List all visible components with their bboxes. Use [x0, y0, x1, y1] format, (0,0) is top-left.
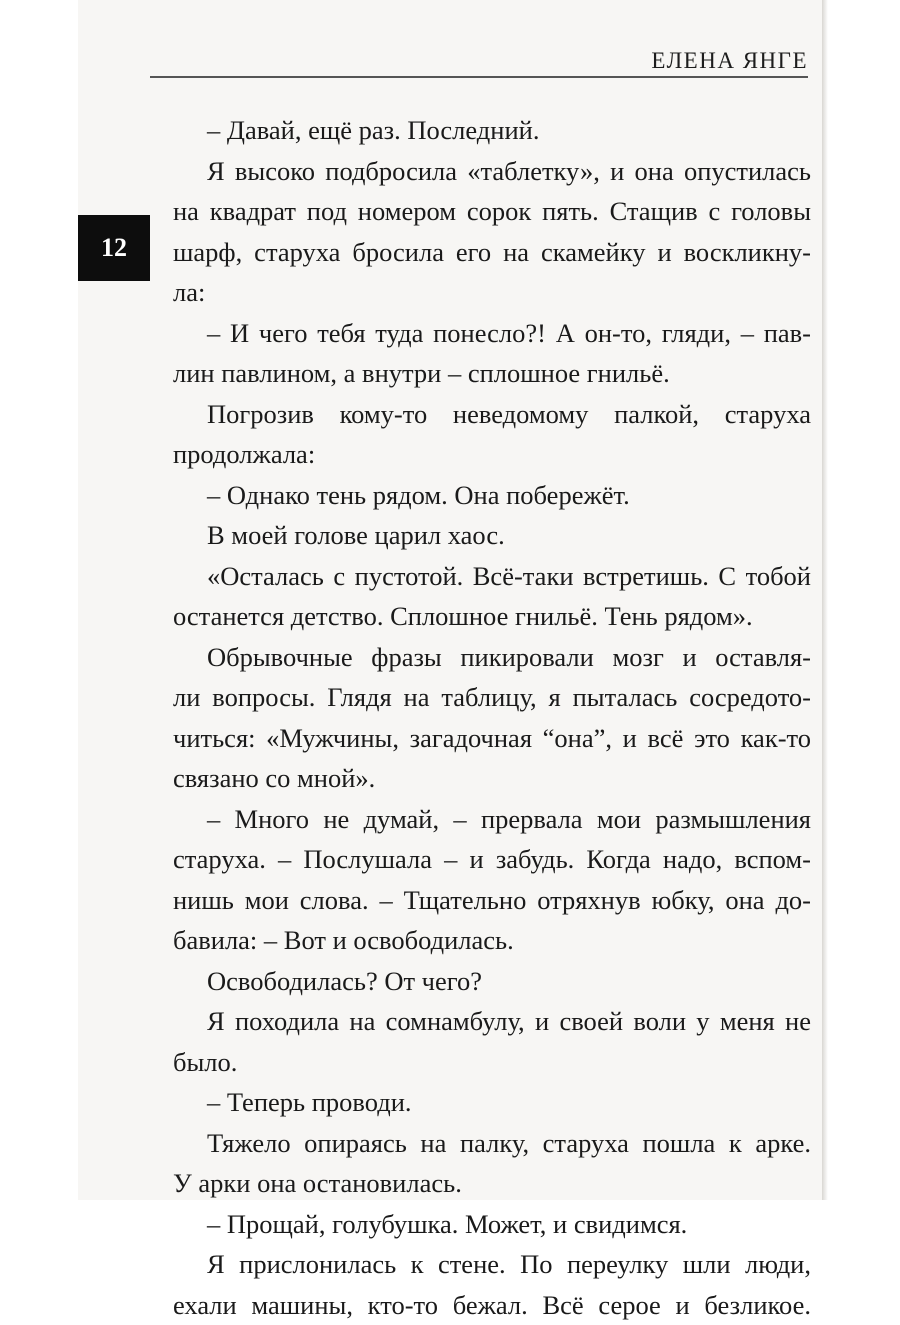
text-line: – Много не думай, – прервала мои размышления: [173, 799, 811, 840]
text-line: читься: «Мужчины, загадочная “она”, и всё это как-то: [173, 718, 811, 759]
body-text: [173, 110, 811, 1325]
text-line: продолжала:: [173, 434, 811, 475]
text-line: – Теперь проводи.: [173, 1082, 811, 1123]
text-line: связано со мной».: [173, 758, 811, 799]
header-rule: [150, 76, 808, 78]
text-line: ехали машины, кто-то бежал. Всё серое и безликое.: [173, 1285, 811, 1325]
text-line: Тяжело опираясь на палку, старуха пошла к арке.: [173, 1123, 811, 1164]
page-edge: [822, 0, 828, 1200]
text-line: было.: [173, 1042, 811, 1083]
text-line: Я походила на сомнамбулу, и своей воли у меня не: [173, 1001, 811, 1042]
text-line: Я высоко подбросила «таблетку», и она опустилась: [173, 151, 811, 192]
text-line: – Давай, ещё раз. Последний.: [173, 110, 811, 151]
text-line: В моей голове царил хаос.: [173, 515, 811, 556]
text-line: останется детство. Сплошное гнильё. Тень рядом».: [173, 596, 811, 637]
text-line: ли вопросы. Глядя на таблицу, я пыталась сосредото-: [173, 677, 811, 718]
text-line: бавила: – Вот и освободилась.: [173, 920, 811, 961]
text-line: «Осталась с пустотой. Всё-таки встретишь. С тобой: [173, 556, 811, 597]
text-line: нишь мои слова. – Тщательно отряхнув юбку, она до-: [173, 880, 811, 921]
text-line: Освободилась? От чего?: [173, 961, 811, 1002]
page-number-badge: 12: [78, 215, 150, 281]
text-line: Обрывочные фразы пикировали мозг и оставля-: [173, 637, 811, 678]
text-line: ла:: [173, 272, 811, 313]
text-line: шарф, старуха бросила его на скамейку и воскликну-: [173, 232, 811, 273]
text-line: У арки она остановилась.: [173, 1163, 811, 1204]
text-line: лин павлином, а внутри – сплошное гнильё.: [173, 353, 811, 394]
text-line: Погрозив кому-то неведомому палкой, старуха: [173, 394, 811, 435]
text-line: Я прислонилась к стене. По переулку шли люди,: [173, 1244, 811, 1285]
running-header-author: ЕЛЕНА ЯНГЕ: [651, 48, 808, 74]
text-line: – Однако тень рядом. Она побережёт.: [173, 475, 811, 516]
text-line: старуха. – Послушала – и забудь. Когда надо, вспом-: [173, 839, 811, 880]
text-line: на квадрат под номером сорок пять. Стащив с головы: [173, 191, 811, 232]
text-line: – И чего тебя туда понесло?! А он-то, гляди, – пав-: [173, 313, 811, 354]
text-line: – Прощай, голубушка. Может, и свидимся.: [173, 1204, 811, 1245]
